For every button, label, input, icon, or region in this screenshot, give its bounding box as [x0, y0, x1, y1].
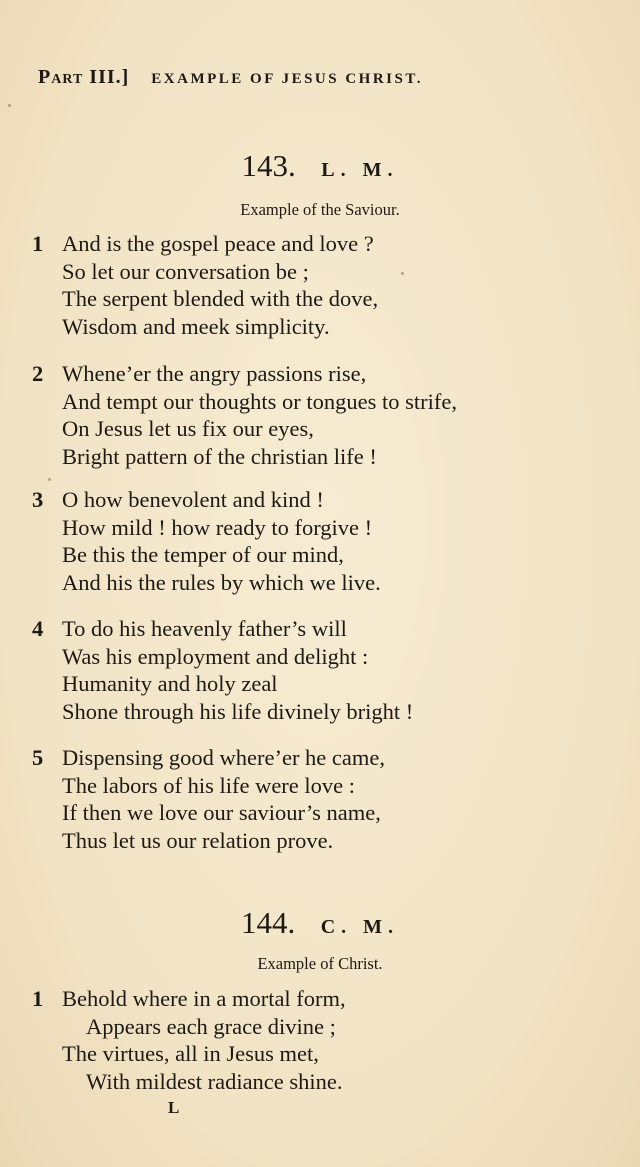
verse-text: Whene’er the angry passions rise,	[62, 361, 367, 386]
verse-line	[32, 772, 612, 800]
verse-line	[32, 514, 612, 542]
verse-text: Thus let us our relation prove.	[62, 827, 334, 853]
verse-text: Be this the temper of our mind,	[62, 542, 344, 568]
verse-line	[32, 285, 612, 313]
verse-text: And is the gospel peace and love ?	[62, 231, 374, 256]
verse-line	[32, 443, 612, 471]
stanza	[32, 360, 612, 470]
verse-text: Dispensing good where’er he came,	[62, 745, 386, 770]
signature-mark: L	[168, 1098, 180, 1117]
hymn-meter: C. M.	[320, 916, 400, 938]
stanza-number: 4	[32, 616, 44, 641]
verse-line	[32, 415, 612, 443]
hymn-number: 143.	[241, 148, 296, 183]
verse-text: And tempt our thoughts or tongues to strife,	[62, 388, 457, 414]
paper-speck	[8, 104, 11, 107]
paper-speck	[401, 272, 404, 275]
hymn-heading	[0, 905, 640, 941]
verse-line	[32, 643, 612, 671]
stanza-number: 2	[32, 361, 44, 386]
running-title: EXAMPLE OF JESUS CHRIST.	[151, 71, 423, 87]
verse-line	[32, 698, 612, 726]
verse-text: Was his employment and delight :	[62, 643, 369, 669]
verse-text: Shone through his life divinely bright !	[62, 698, 414, 724]
stanza	[32, 486, 612, 596]
stanza	[32, 615, 612, 725]
stanza	[32, 985, 612, 1095]
verse-line	[32, 670, 612, 698]
verse-text: If then we love our saviour’s name,	[62, 800, 381, 826]
verse-text: O how benevolent and kind !	[62, 487, 324, 512]
verse-line	[32, 1013, 612, 1041]
part-label: Part III.]	[38, 66, 130, 88]
paper-speck	[48, 478, 51, 481]
stanza-number: 1	[32, 231, 44, 256]
verse-text: Bright pattern of the christian life !	[62, 443, 377, 469]
verse-text: The serpent blended with the dove,	[62, 286, 379, 312]
verse-line	[32, 744, 612, 772]
verse-text: On Jesus let us fix our eyes,	[62, 416, 314, 442]
verse-line	[32, 1040, 612, 1068]
hymn-subtitle: Example of the Saviour.	[240, 200, 400, 219]
verse-line	[32, 313, 612, 341]
running-head	[38, 66, 598, 89]
verse-line	[32, 230, 612, 258]
verse-line	[32, 827, 612, 855]
verse-line	[32, 799, 612, 827]
stanza-number: 1	[32, 986, 44, 1011]
stanza	[32, 230, 612, 340]
verse-text: Behold where in a mortal form,	[62, 986, 346, 1011]
verse-text: Wisdom and meek simplicity.	[62, 313, 330, 339]
verse-text: And his the rules by which we live.	[62, 569, 381, 595]
verse-line	[32, 486, 612, 514]
stanza-number: 5	[32, 745, 44, 770]
verse-text: How mild ! how ready to forgive !	[62, 514, 373, 540]
verse-line	[32, 985, 612, 1013]
verse-line	[32, 388, 612, 416]
verse-text: Appears each grace divine ;	[86, 1013, 336, 1039]
verse-text: To do his heavenly father’s will	[62, 616, 347, 641]
verse-line	[32, 541, 612, 569]
verse-line	[32, 258, 612, 286]
verse-text: The virtues, all in Jesus met,	[62, 1041, 319, 1067]
verse-text: Humanity and holy zeal	[62, 671, 278, 697]
verse-line	[32, 360, 612, 388]
hymn-meter: L. M.	[321, 159, 399, 181]
hymn-subtitle: Example of Christ.	[257, 954, 383, 973]
verse-line	[32, 1068, 612, 1096]
verse-text: So let our conversation be ;	[62, 258, 309, 284]
verse-text: With mildest radiance shine.	[86, 1068, 343, 1094]
hymn-heading	[0, 148, 640, 184]
hymn-number: 144.	[240, 905, 296, 940]
stanza	[32, 744, 612, 854]
verse-line	[32, 615, 612, 643]
verse-line	[32, 569, 612, 597]
verse-text: The labors of his life were love :	[62, 772, 356, 798]
stanza-number: 3	[32, 487, 44, 512]
